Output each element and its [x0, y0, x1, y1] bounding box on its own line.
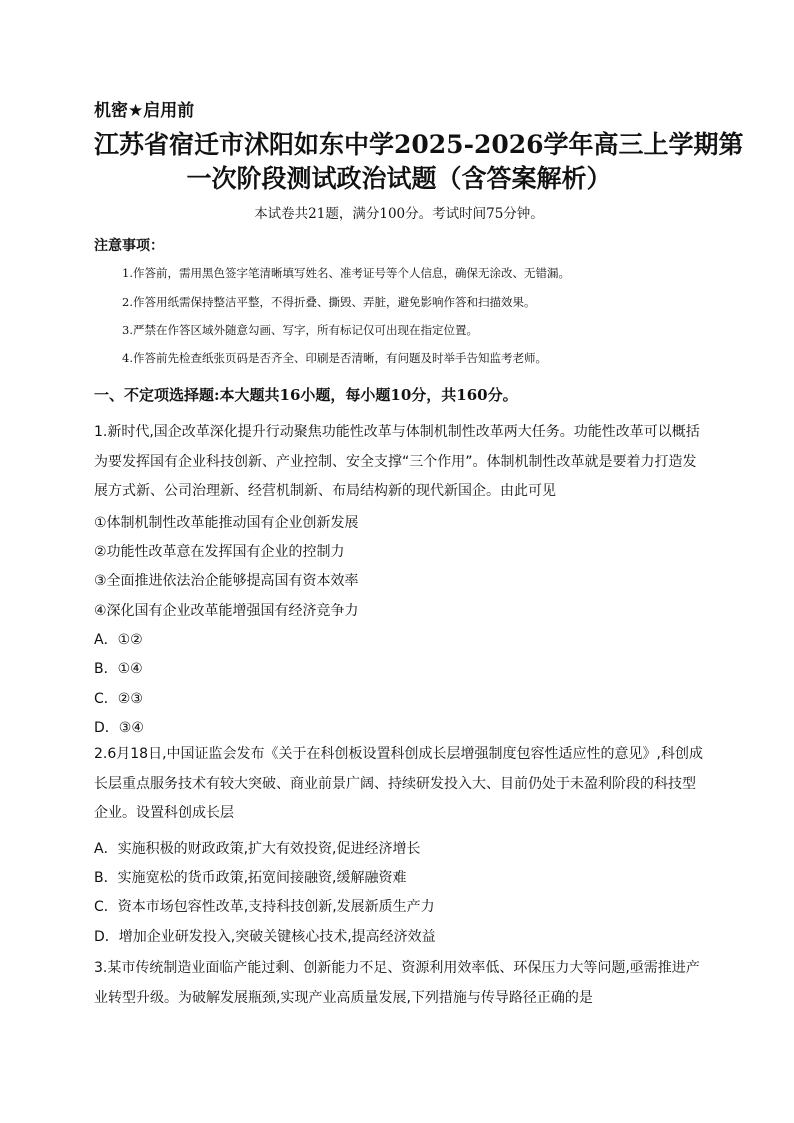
confidential-label: 机密★启用前 — [94, 101, 195, 121]
question-2-option-d: D．增加企业研发投入,突破关键核心技术,提高经济效益 — [94, 929, 436, 945]
note-item: 3.严禁在作答区域外随意勾画、写字，所有标记仅可出现在指定位置。 — [122, 323, 478, 337]
note-item: 1.作答前，需用黑色签字笔清晰填写姓名、准考证号等个人信息，确保无涂改、无错漏。 — [122, 266, 570, 280]
question-2-option-b: B．实施宽松的货币政策,拓宽间接融资,缓解融资难 — [94, 870, 407, 886]
exam-title-line-2: 一次阶段测试政治试题（含答案解析） — [186, 164, 612, 193]
exam-info: 本试卷共21题，满分100分。考试时间75分钟。 — [254, 206, 544, 222]
question-2-stem: 2.6月18日,中国证监会发布《关于在科创板设置科创成长层增强制度包容性适应性的意见》,科创成长层重点服务技术有较大突破、商业前景广阔、持续研发投入大、目前仍处于未盈利阶段的科技型企业。设置科创成长层 — [94, 746, 703, 821]
question-2-option-a: A．实施积极的财政政策,扩大有效投资,促进经济增长 — [94, 841, 421, 857]
question-1-statement: ①体制机制性改革能推动国有企业创新发展 — [94, 515, 359, 531]
question-1-option-a: A．①② — [94, 632, 143, 648]
question-1-option-c: C．②③ — [94, 691, 143, 707]
question-1-stem: 1.新时代,国企改革深化提升行动聚焦功能性改革与体制机制性改革两大任务。功能性改革可以概括为要发挥国有企业科技创新、产业控制、安全支撑“三个作用”。体制机制性改革就是要着力打造发展方式新、公司治理新、经营机制新、布局结构新的现代新国企。由此可见 — [94, 424, 700, 499]
question-2-option-c: C．资本市场包容性改革,支持科技创新,发展新质生产力 — [94, 899, 435, 915]
question-1-statement: ④深化国有企业改革能增强国有经济竞争力 — [94, 603, 359, 619]
note-item: 2.作答用纸需保持整洁平整，不得折叠、撕毁、弄脏，避免影响作答和扫描效果。 — [122, 295, 536, 309]
question-3-stem: 3.某市传统制造业面临产能过剩、创新能力不足、资源利用效率低、环保压力大等问题,亟需推进产业转型升级。为破解发展瓶颈,实现产业高质量发展,下列措施与传导路径正确的是 — [94, 960, 700, 1006]
section-heading: 一、不定项选择题:本大题共16小题，每小题10分，共160分。 — [94, 386, 518, 404]
exam-title — [94, 128, 744, 196]
exam-title-line-1: 江苏省宿迁市沭阳如东中学2025-2026学年高三上学期第 — [94, 130, 744, 159]
question-1-statement: ②功能性改革意在发挥国有企业的控制力 — [94, 544, 345, 560]
question-1-option-d: D．③④ — [94, 720, 144, 736]
notes-heading: 注意事项： — [94, 238, 164, 254]
question-1-option-b: B．①④ — [94, 661, 143, 677]
note-item: 4.作答前先检查纸张页码是否齐全、印刷是否清晰，有问题及时举手告知监考老师。 — [122, 351, 547, 365]
question-1-statement: ③全面推进依法治企能够提高国有资本效率 — [94, 573, 359, 589]
